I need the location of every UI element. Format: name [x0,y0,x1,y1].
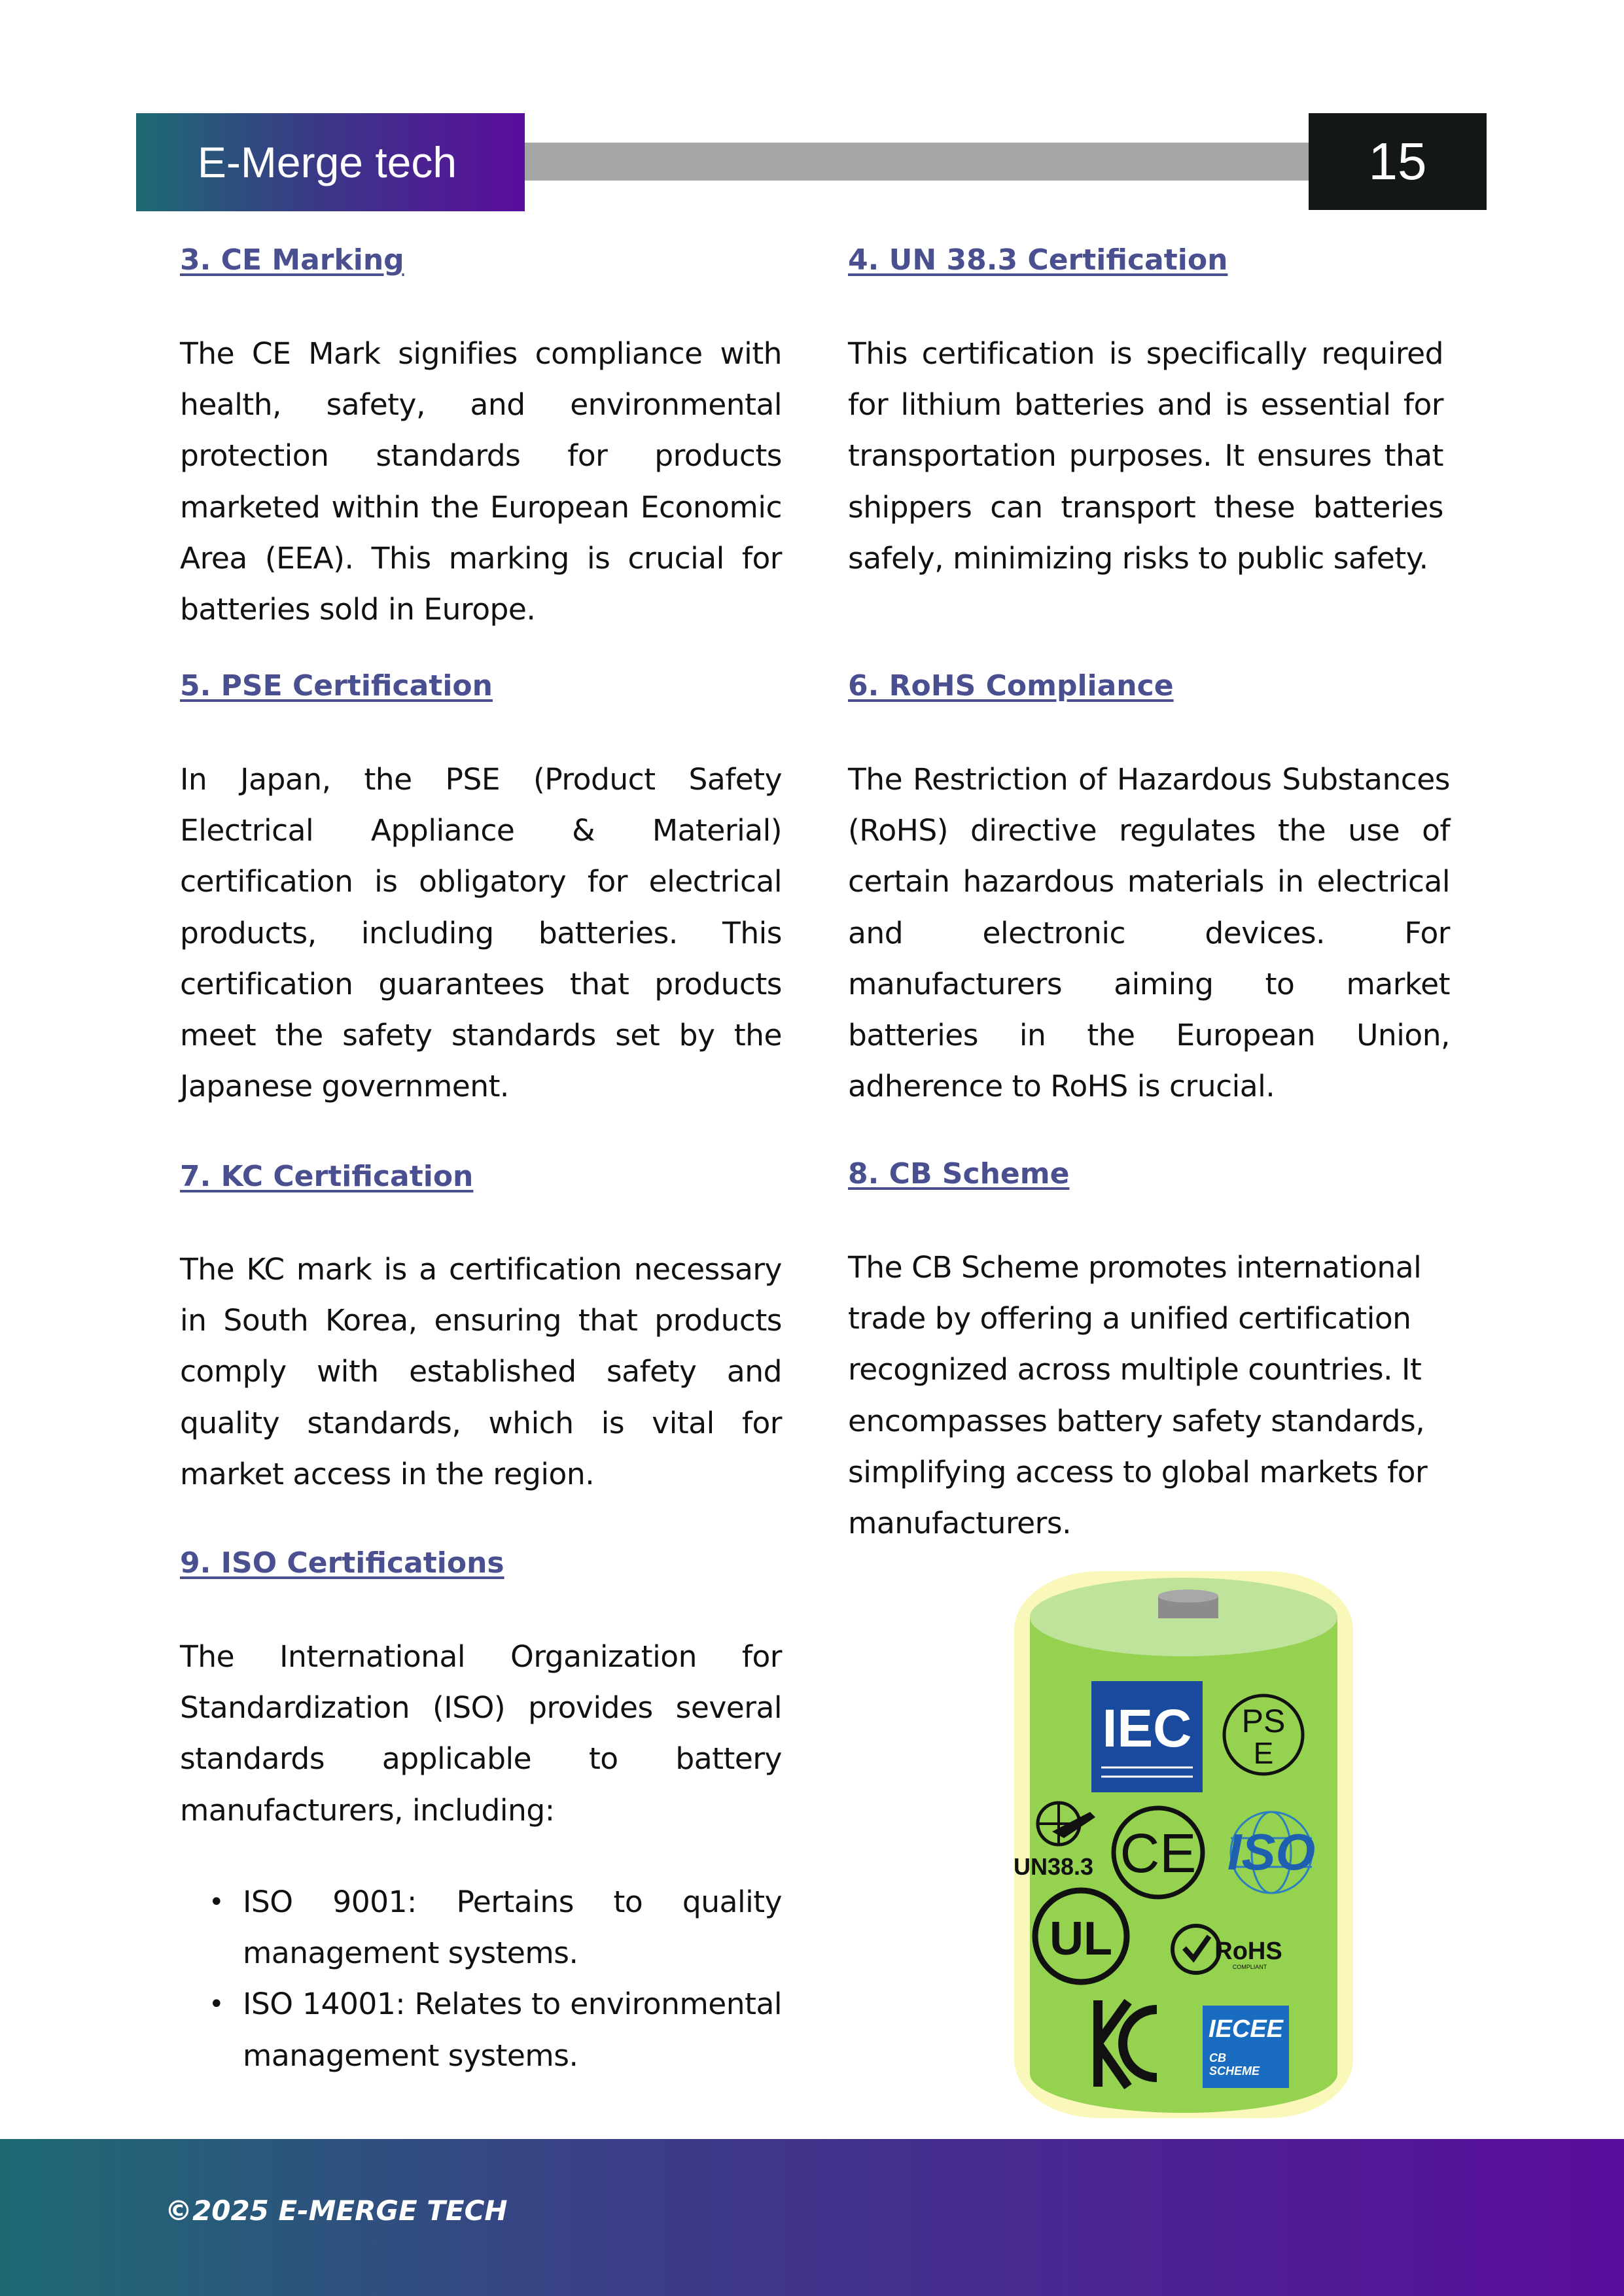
un383-logo-text: UN38.3 [1013,1853,1094,1880]
ul-logo-text: UL [1050,1913,1112,1965]
section-heading-ce: 3. CE Marking [180,243,404,277]
section-heading-iso: 9. ISO Certifications [180,1546,504,1580]
footer-copyright: ©2025 E-MERGE TECH [165,2195,508,2227]
section-body-cb: The CB Scheme promotes international trade by offering a unified certification recognized across multiple countries. It encompasses battery safety standards, simplifying access to global markets for manufacturers. [848,1250,1428,1541]
page-number: 15 [1309,113,1487,210]
section-heading-cb: 8. CB Scheme [848,1157,1070,1191]
header-divider-bar [525,143,1310,181]
section-body-pse: In Japan, the PSE (Product Safety Electrical Appliance & Material) certification is obligatory for electrical products, including batteries. This certification guarantees that products meet the safety standards set by the Japanese government. [180,762,782,1104]
iso-standards-list [180,1877,782,2081]
cb-logo-text: CB [1209,2051,1226,2064]
list-item: • ISO 14001: Relates to environmental management systems. [180,1979,782,2081]
section-heading-rohs: 6. RoHS Compliance [848,669,1174,703]
section-heading-pse: 5. PSE Certification [180,669,493,703]
iecee-logo-text: IECEE [1208,2015,1284,2043]
battery-certification-graphic [1013,1570,1354,2119]
section-body-kc: The KC mark is a certification necessary in South Korea, ensuring that products comply with established safety and quality standards, which is vital for market access in the region. [180,1252,782,1491]
iec-logo-icon [1091,1681,1203,1792]
rohs-logo-text: RoHS [1214,1938,1282,1965]
section-body-rohs: The Restriction of Hazardous Substances (RoHS) directive regulates the use of certain hazardous materials in electrical and electronic devices. For manufacturers aiming to market batteries in the European Union, adherence to RoHS is crucial. [848,762,1450,1104]
iecee-cb-logo-icon [1203,2006,1289,2088]
cb-scheme-logo-text: SCHEME [1209,2064,1260,2078]
pse-logo-text-bottom: E [1253,1736,1274,1770]
section-body-iso: The International Organization for Standardization (ISO) provides several standards applicable to battery manufacturers, including: [180,1639,782,1828]
section-heading-un: 4. UN 38.3 Certification [848,243,1228,277]
page-footer [0,2139,1624,2296]
list-item: • ISO 9001: Pertains to quality management systems. [180,1877,782,1979]
section-body-un: This certification is specifically required for lithium batteries and is essential for transportation purposes. It ensures that shippers can transport these batteries safely, minimizing risks to public safety. [848,336,1443,576]
rohs-logo-subtext: COMPLIANT [1232,1964,1267,1970]
pse-logo-text-top: PS [1241,1703,1286,1739]
iec-logo-text: IEC [1102,1699,1192,1758]
section-heading-kc: 7. KC Certification [180,1160,474,1193]
section-body-ce: The CE Mark signifies compliance with health, safety, and environmental protection standards for products marketed within the European Economic Area (EEA). This marking is crucial for batteries sold in Europe. [180,336,782,627]
brand-title: E-Merge tech [136,113,525,211]
iso-logo-text: ISO [1227,1823,1316,1881]
ce-logo-text: CE [1120,1822,1197,1884]
